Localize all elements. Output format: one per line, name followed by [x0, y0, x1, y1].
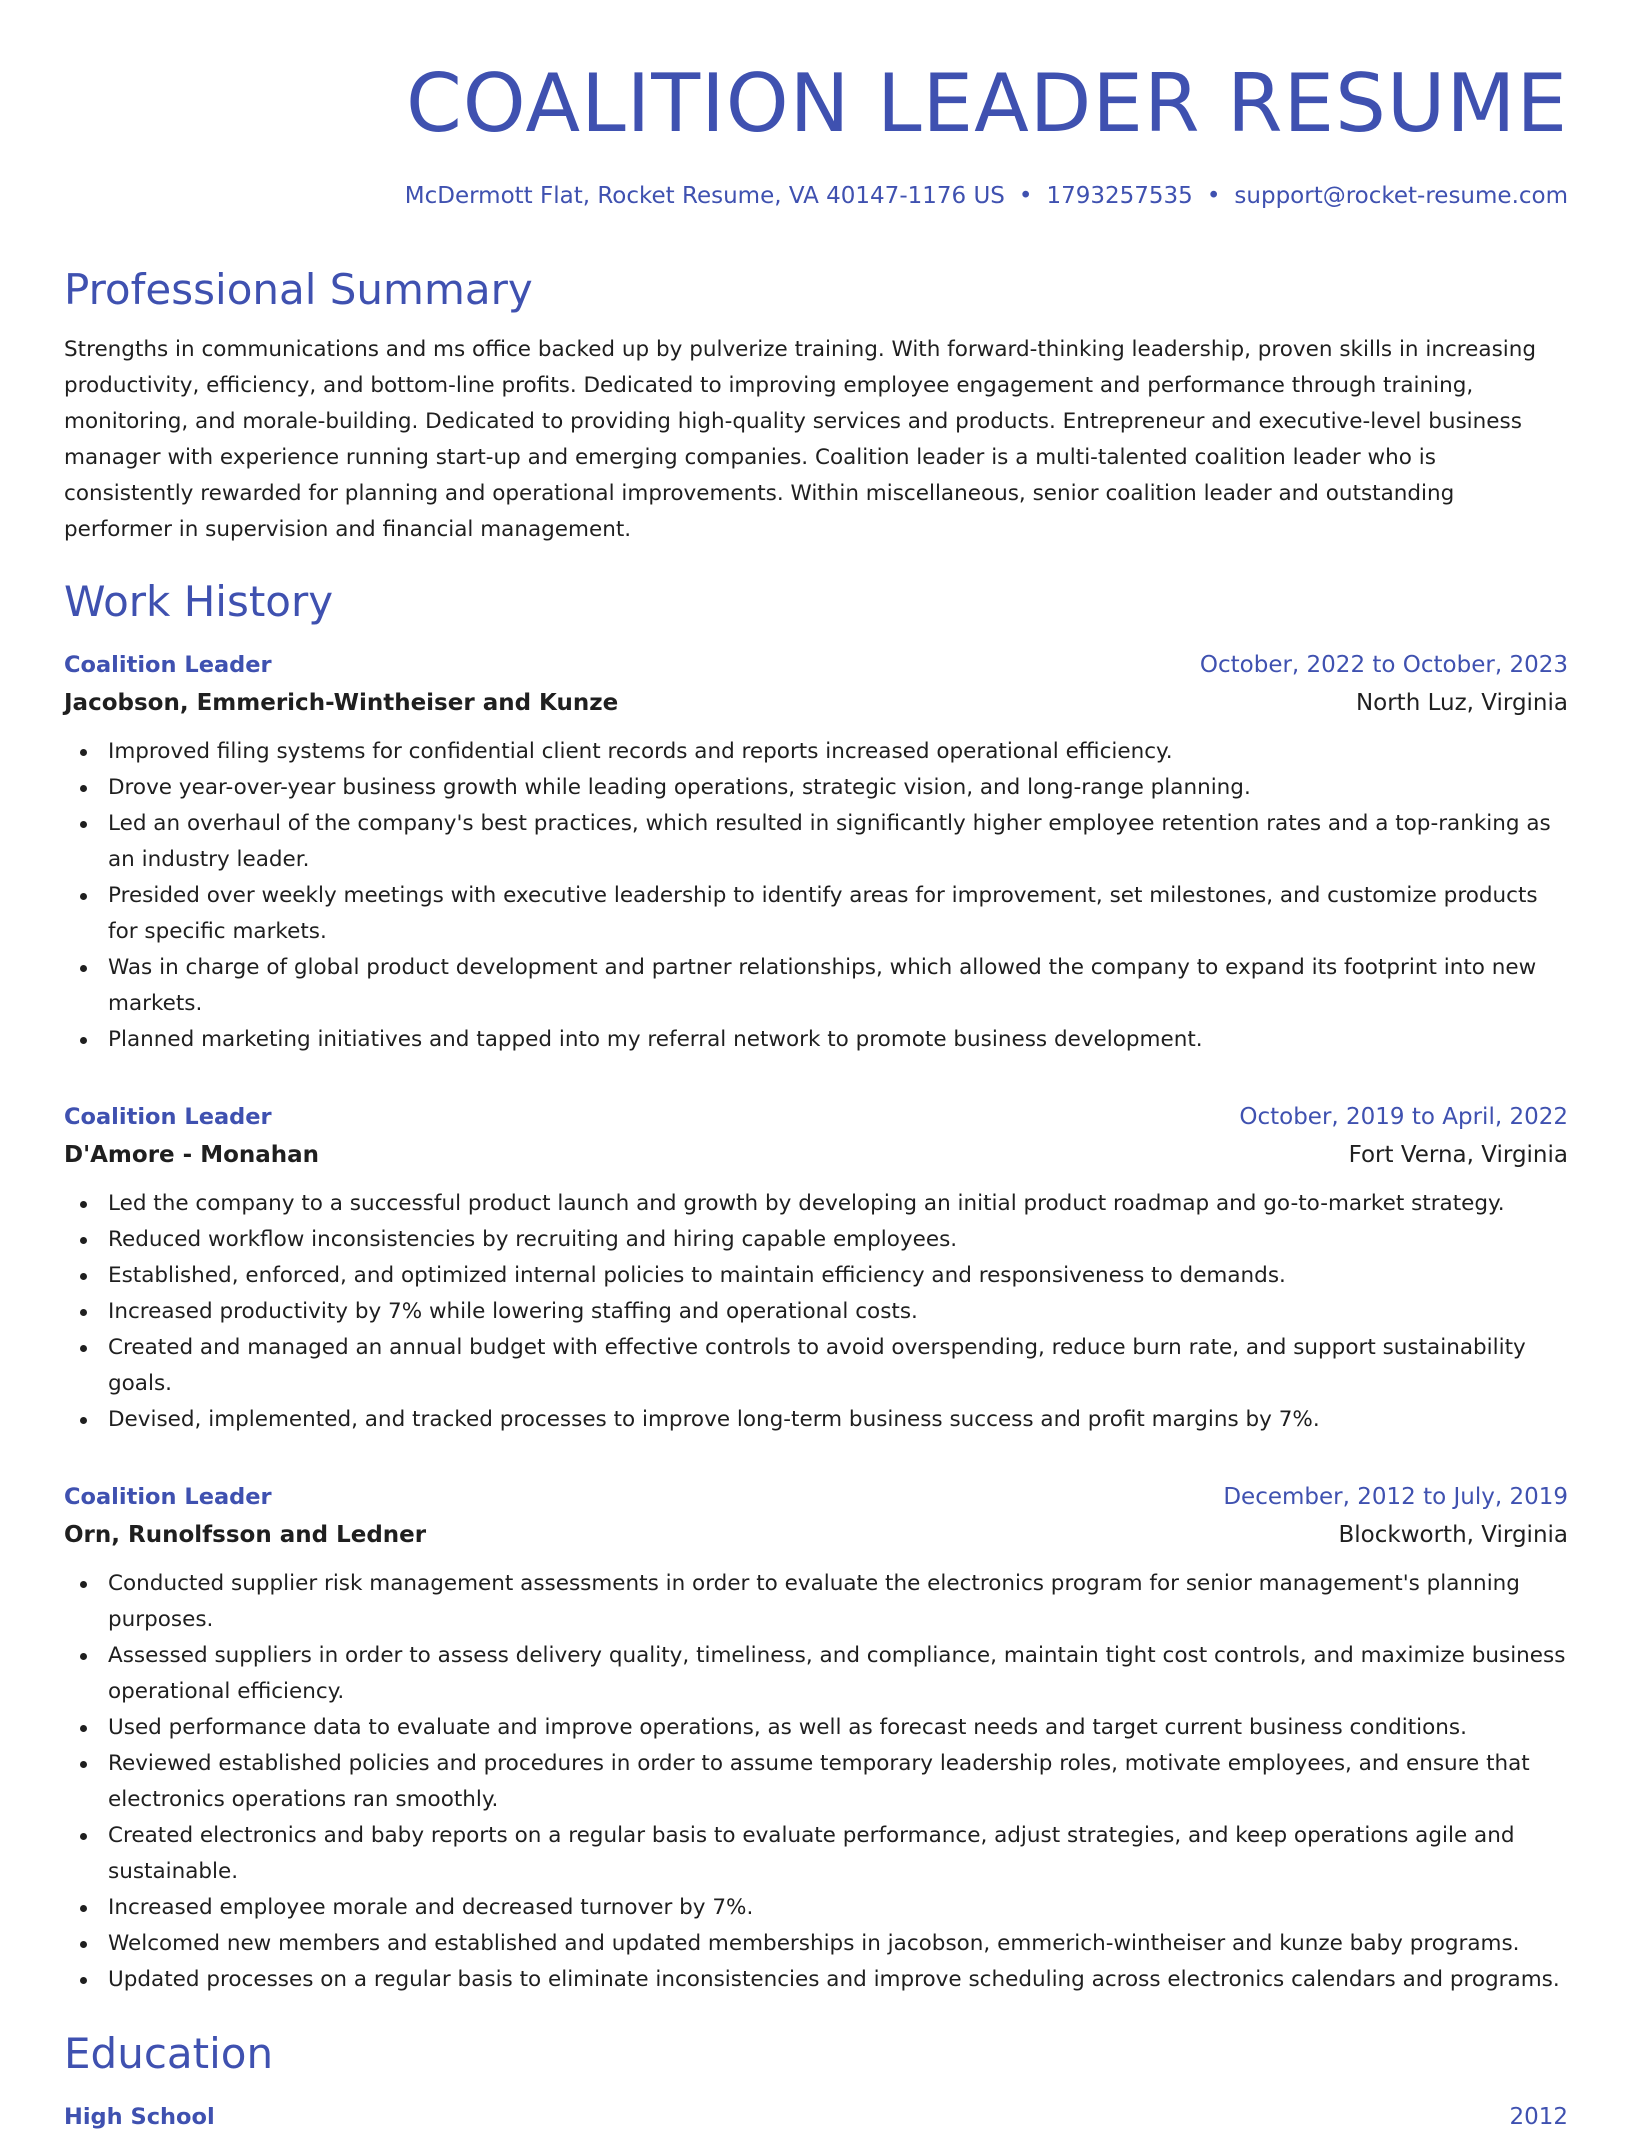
education-year: 2012	[1509, 2104, 1568, 2130]
job-bullet: Updated processes on a regular basis to eliminate inconsistencies and improve scheduling across electronics calendars and programs.	[108, 1962, 1568, 1998]
job-bullet: Was in charge of global product development and partner relationships, which allowed the company to expand its footprint into new markets.	[108, 950, 1568, 1022]
job-bullet: Devised, implemented, and tracked processes to improve long-term business success and profit margins by 7%.	[108, 1402, 1568, 1438]
job-bullet: Conducted supplier risk management assessments in order to evaluate the electronics program for senior management's planning purposes.	[108, 1566, 1568, 1638]
job-location: Blockworth, Virginia	[1338, 1522, 1568, 1548]
job-entry	[64, 1102, 1568, 1438]
job-bullet: Created electronics and baby reports on a regular basis to evaluate performance, adjust strategies, and keep operations agile and sustainable.	[108, 1818, 1568, 1890]
work-history-heading: Work History	[64, 577, 334, 626]
job-bullet: Created and managed an annual budget with effective controls to avoid overspending, reduce burn rate, and support sustainability goals.	[108, 1330, 1568, 1402]
contact-phone: 1793257535	[1046, 183, 1193, 209]
job-bullets	[64, 1186, 1568, 1438]
job-company: D'Amore - Monahan	[64, 1142, 320, 1168]
job-bullet: Used performance data to evaluate and improve operations, as well as forecast needs and target current business conditions.	[108, 1710, 1568, 1746]
education-entry	[64, 2102, 1568, 2132]
job-title: Coalition Leader	[64, 1484, 272, 1510]
job-bullet: Presided over weekly meetings with executive leadership to identify areas for improvement, set milestones, and customize products for specific markets.	[108, 878, 1568, 950]
job-company: Jacobson, Emmerich-Wintheiser and Kunze	[64, 690, 619, 716]
education-degree: High School	[64, 2104, 215, 2130]
job-bullet: Led the company to a successful product launch and growth by developing an initial product roadmap and go-to-market strategy.	[108, 1186, 1568, 1222]
job-bullet: Increased employee morale and decreased turnover by 7%.	[108, 1890, 1568, 1926]
job-entry	[64, 1482, 1568, 1998]
contact-line	[64, 180, 1568, 212]
job-bullet: Led an overhaul of the company's best practices, which resulted in significantly higher employee retention rates and a top-ranking as an industry leader.	[108, 806, 1568, 878]
summary-heading: Professional Summary	[64, 265, 533, 314]
job-location: North Luz, Virginia	[1355, 690, 1568, 716]
job-bullets	[64, 1566, 1568, 1998]
job-bullet: Improved filing systems for confidential client records and reports increased operational efficiency.	[108, 734, 1568, 770]
job-bullet: Welcomed new members and established and updated memberships in jacobson, emmerich-wintheiser and kunze baby programs.	[108, 1926, 1568, 1962]
summary-text: Strengths in communications and ms office backed up by pulverize training. With forward-thinking leadership, proven skills in increasing productivity, efficiency, and bottom-line profits. Dedicated to improving employee engagement and performance through training, monitoring, and morale-building. Dedicated to providing high-quality services and products. Entrepreneur and executive-level business manager with experience running start-up and emerging companies. Coalition leader is a multi-talented coalition leader who is consistently rewarded for planning and operational improvements. Within miscellaneous, senior coalition leader and outstanding performer in supervision and financial management.	[64, 337, 1537, 542]
contact-separator: •	[1206, 183, 1221, 209]
job-bullet: Planned marketing initiatives and tapped into my referral network to promote business development.	[108, 1022, 1568, 1058]
contact-address: McDermott Flat, Rocket Resume, VA 40147-1176 US	[404, 183, 1005, 209]
job-dates: December, 2012 to July, 2019	[1223, 1484, 1568, 1510]
job-location: Fort Verna, Virginia	[1348, 1142, 1568, 1168]
job-bullet: Drove year-over-year business growth while leading operations, strategic vision, and long-range planning.	[108, 770, 1568, 806]
job-bullet: Assessed suppliers in order to assess delivery quality, timeliness, and compliance, maintain tight cost controls, and maximize business operational efficiency.	[108, 1638, 1568, 1710]
job-bullet: Reviewed established policies and procedures in order to assume temporary leadership roles, motivate employees, and ensure that electronics operations ran smoothly.	[108, 1746, 1568, 1818]
job-bullets	[64, 734, 1568, 1058]
job-dates: October, 2019 to April, 2022	[1239, 1104, 1568, 1130]
page-title: COALITION LEADER RESUME	[405, 57, 1568, 150]
job-title: Coalition Leader	[64, 652, 272, 678]
job-company: Orn, Runolfsson and Ledner	[64, 1522, 427, 1548]
job-bullet: Established, enforced, and optimized internal policies to maintain efficiency and responsiveness to demands.	[108, 1258, 1568, 1294]
job-title: Coalition Leader	[64, 1104, 272, 1130]
job-bullet: Increased productivity by 7% while lowering staffing and operational costs.	[108, 1294, 1568, 1330]
contact-email: support@rocket-resume.com	[1234, 183, 1568, 209]
contact-separator: •	[1018, 183, 1033, 209]
job-bullet: Reduced workflow inconsistencies by recruiting and hiring capable employees.	[108, 1222, 1568, 1258]
job-entry	[64, 650, 1568, 1058]
job-dates: October, 2022 to October, 2023	[1199, 652, 1568, 678]
education-heading: Education	[64, 2029, 274, 2078]
